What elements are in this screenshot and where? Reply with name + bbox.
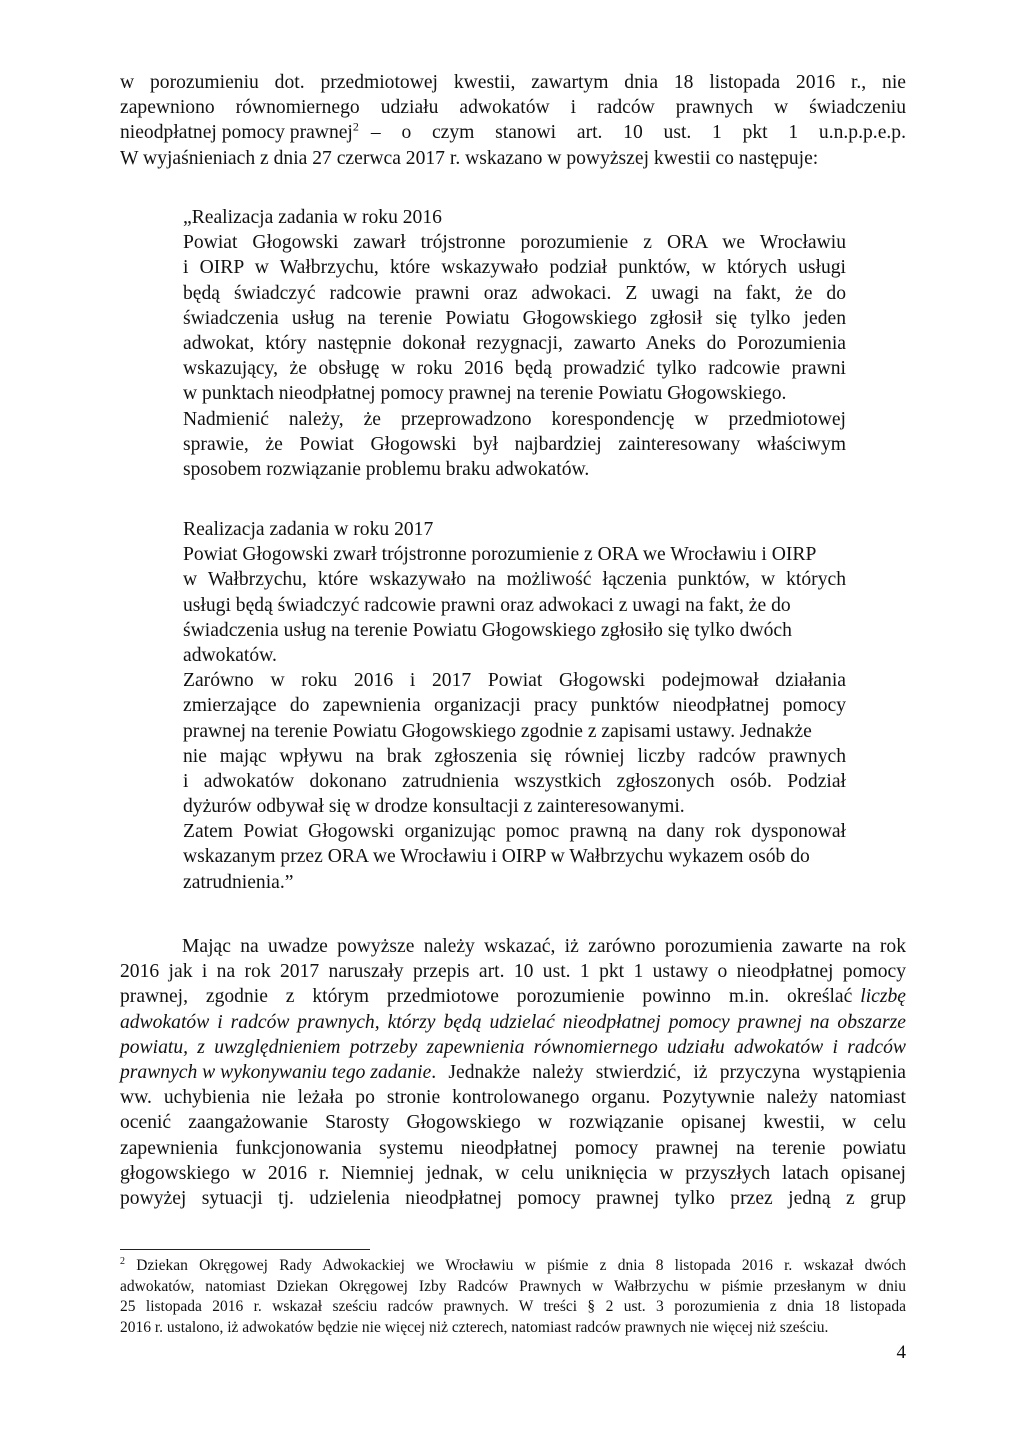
text-line: w Wałbrzychu, które wskazywało na możliwość łączenia punktów, w których [183,569,846,591]
text-line: Mając na uwadze powyższe należy wskazać, iż zarówno porozumienia zawarte na rok [182,936,906,957]
text-line: Nadmienić należy, że przeprowadzono korespondencję w przedmiotowej [183,408,846,430]
text-line: głogowskiego w 2016 r. Niemniej jednak, w celu uniknięcia w przyszłych latach opisanej [120,1162,906,1184]
footnote-line: 25 listopada 2016 r. wskazał sześciu radców prawnych. W treści § 2 ust. 3 porozumienia z dnia 18 listopada [120,1298,906,1315]
text-line [120,984,906,1009]
text-line: wskazanym przez ORA we Wrocławiu i OIRP w Wałbrzychu wykazem osób do [183,846,810,868]
italic-fragment: liczbę [860,986,906,1008]
text-line: Zatem Powiat Głogowski organizując pomoc prawną na dany rok dysponował [183,821,846,843]
footnote-separator [120,1249,370,1250]
text-line: dyżurów odbywał się w drodze konsultacji z zainteresowanymi. [183,796,685,818]
text-line: prawnej na terenie Powiatu Głogowskiego zgodnie z zapisami ustawy. Jednakże [183,720,812,742]
text-line: 2016 jak i na rok 2017 naruszały przepis art. 10 ust. 1 pkt 1 ustawy o nieodpłatnej pomocy [120,961,906,983]
footnote-line: $^2$ Dziekan Okręgowej Rady Adwokackiej we Wrocławiu w piśmie z dnia 8 listopada 2016 r. wskazał dwóch [120,1255,906,1274]
text-line: świadczenia usług na terenie Powiatu Głogowskiego zgłosiło się tylko dwóch [183,619,792,641]
text-line: Zarówno w roku 2016 i 2017 Powiat Głogowski podejmował działania [183,670,846,692]
italic-fragment: prawnych w wykonywaniu tego zadanie [120,1061,432,1083]
text-line: sposobem rozwiązanie problemu braku adwokatów. [183,458,590,480]
footnote-marker: 2 [120,1255,125,1267]
text-line: usługi będą świadczyć radcowie prawni oraz adwokaci z uwagi na fakt, że do [183,594,791,616]
text-line: będą świadczyć radcowie prawni oraz adwokaci. Z uwagi na fakt, że do [183,282,846,304]
text-fragment: nieodpłatnej pomocy prawnej$^2$ [120,119,359,144]
page-number: 4 [896,1342,906,1363]
quote-2017 [183,517,846,895]
intro-paragraph [120,70,906,171]
footnote [120,1256,906,1338]
text-line: ocenić zaangażowanie Starosty Głogowskiego w rozwiązanie opisanej kwestii, w celu [120,1112,906,1134]
text-line [120,120,906,145]
text-fragment: – o czym stanowi art. 10 ust. 1 pkt 1 u.n.p.p.e.p. [370,122,906,144]
text-line: zapewniono równomiernego udziału adwokatów i radców prawnych w świadczeniu [120,97,906,119]
text-line: w porozumieniu dot. przedmiotowej kwestii, zawartym dnia 18 listopada 2016 r., nie [120,72,906,93]
text-line: Powiat Głogowski zawarł trójstronne porozumienie z ORA we Wrocławiu [183,232,846,254]
text-line: adwokatów. [183,644,277,666]
text-line: ww. uchybienia nie leżała po stronie kontrolowanego organu. Pozytywnie należy natomiast [120,1087,906,1109]
footnote-line: 2016 r. ustalono, iż adwokatów będzie nie więcej niż czterech, natomiast radców prawnych nie więcej niż sześciu. [120,1318,829,1336]
text-fragment: prawnej, zgodnie z którym przedmiotowe porozumienie powinno m.in. określać [120,986,853,1008]
italic-line: adwokatów i radców prawnych, którzy będą udzielać nieodpłatnej pomocy prawnej na obszarze [120,1011,906,1033]
text-fragment: . Jednakże należy stwierdzić, iż przyczyna wystąpienia [431,1061,906,1083]
quote-heading: Realizacja zadania w roku 2017 [183,519,434,540]
italic-line: powiatu, z uwzględnieniem potrzeby zapewnienia równomiernego udziału adwokatów i radców [120,1036,906,1058]
text-line: zmierzające do zapewnienia organizacji pracy punktów nieodpłatnej pomocy [183,695,846,717]
text-line: Powiat Głogowski zwarł trójstronne porozumienie z ORA we Wrocławiu i OIRP [183,544,817,566]
footnote-line: adwokatów, natomiast Dziekan Okręgowej Izby Radców Prawnych w Wałbrzychu w piśmie przesłanym w dniu [120,1277,906,1295]
text-line: w punktach nieodpłatnej pomocy prawnej na terenie Powiatu Głogowskiego. [183,383,787,405]
text-line: zapewnienia funkcjonowania systemu nieodpłatnej pomocy prawnej na terenie powiatu [120,1137,906,1159]
footnote-reference: 2 [352,119,359,134]
text-line: i adwokatów dokonano zatrudnienia wszystkich zgłoszonych osób. Podział [183,770,846,792]
text-line: adwokat, który następnie dokonał rezygnacji, zawarto Aneks do Porozumienia [183,332,846,354]
conclusion-paragraph [120,934,906,1211]
text-line: wskazujący, że obsługę w roku 2016 będą prowadzić tylko radcowie prawni [183,358,846,380]
text-line [120,1060,906,1085]
text-line: powyżej sytuacji tj. udzielenia nieodpłatnej pomocy prawnej tylko przez jedną z grup [120,1187,906,1209]
quote-2016 [183,205,846,482]
text-line: sprawie, że Powiat Głogowski był najbardziej zainteresowany właściwym [183,433,846,455]
text-line: zatrudnienia.” [183,871,294,893]
text-line: nie mając wpływu na brak zgłoszenia się równiej liczby radców prawnych [183,745,846,767]
text-line: W wyjaśnieniach z dnia 27 czerwca 2017 r. wskazano w powyższej kwestii co następuje: [120,147,819,169]
text-line: świadczenia usług na terenie Powiatu Głogowskiego zgłosił się tylko jeden [183,307,846,329]
quote-heading: „Realizacja zadania w roku 2016 [183,207,442,228]
text-line: i OIRP w Wałbrzychu, które wskazywało podział punktów, w których usługi [183,257,846,279]
